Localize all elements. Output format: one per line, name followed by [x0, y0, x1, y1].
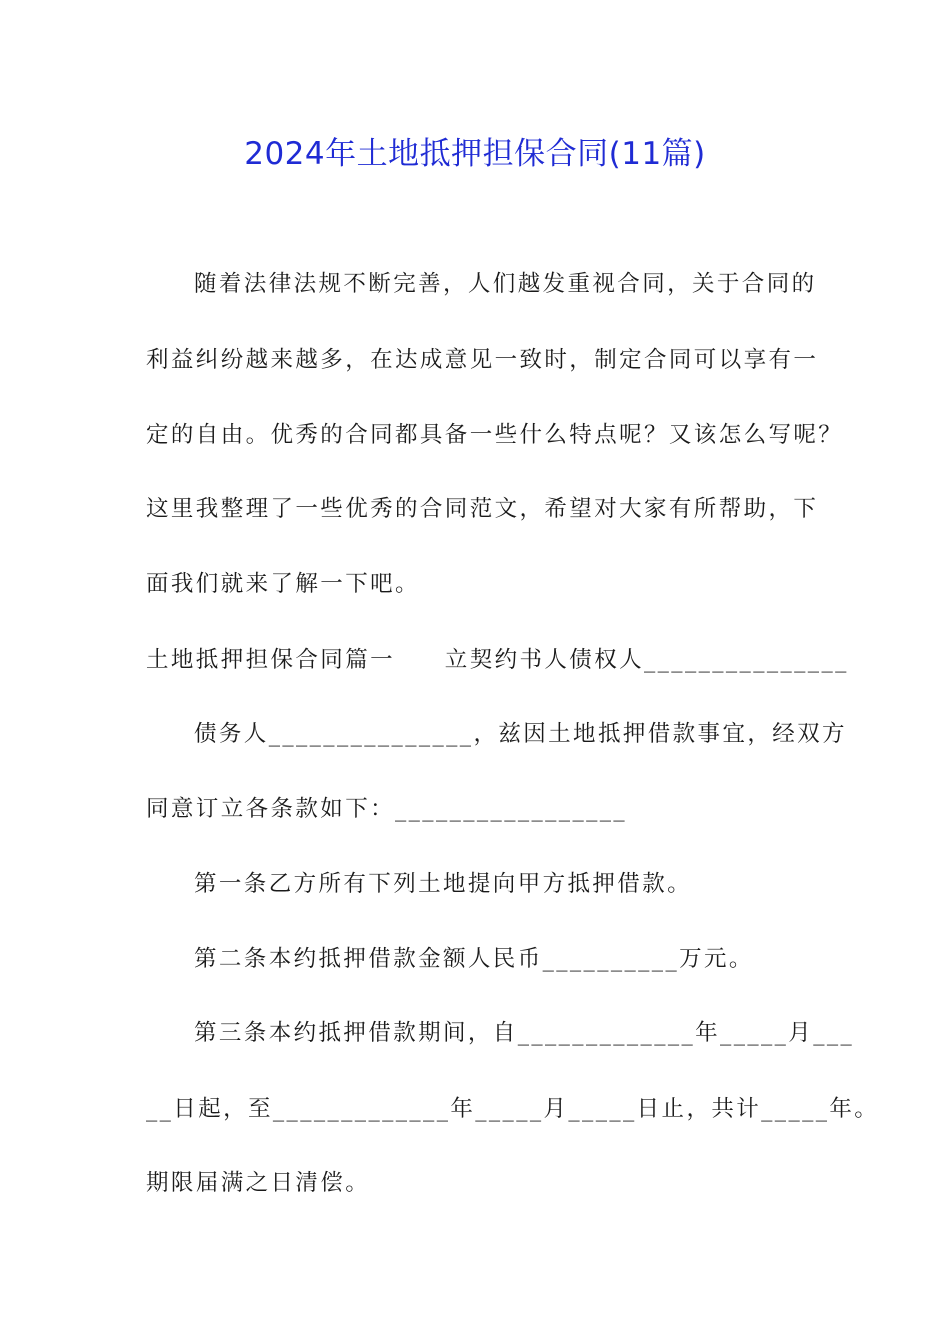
paragraph-line: 同意订立各条款如下：_________________	[146, 796, 628, 822]
clause-line: 第一条乙方所有下列土地提向甲方抵押借款。	[194, 871, 693, 897]
paragraph-line: 利益纠纷越来越多，在达成意见一致时，制定合同可以享有一	[146, 347, 819, 373]
paragraph-line: 面我们就来了解一下吧。	[146, 571, 420, 597]
section-heading-line: 土地抵押担保合同篇一 立契约书人债权人_______________	[146, 647, 849, 673]
clause-line: 第三条本约抵押借款期间，自_____________年_____月___	[194, 1020, 855, 1046]
paragraph-line: 定的自由。优秀的合同都具备一些什么特点呢？又该怎么写呢？	[146, 422, 844, 448]
paragraph-line: 随着法律法规不断完善，人们越发重视合同，关于合同的	[194, 271, 817, 297]
paragraph-line: 这里我整理了一些优秀的合同范文，希望对大家有所帮助，下	[146, 496, 819, 522]
clause-line: 第二条本约抵押借款金额人民币__________万元。	[194, 946, 754, 972]
paragraph-line: 债务人_______________，兹因土地抵押借款事宜，经双方	[194, 721, 847, 747]
clause-line: 期限届满之日清偿。	[146, 1170, 371, 1196]
document-title: 2024年土地抵押担保合同(11篇)	[244, 136, 706, 172]
clause-line: __日起，至_____________年_____月_____日止，共计_____年。	[146, 1096, 880, 1122]
